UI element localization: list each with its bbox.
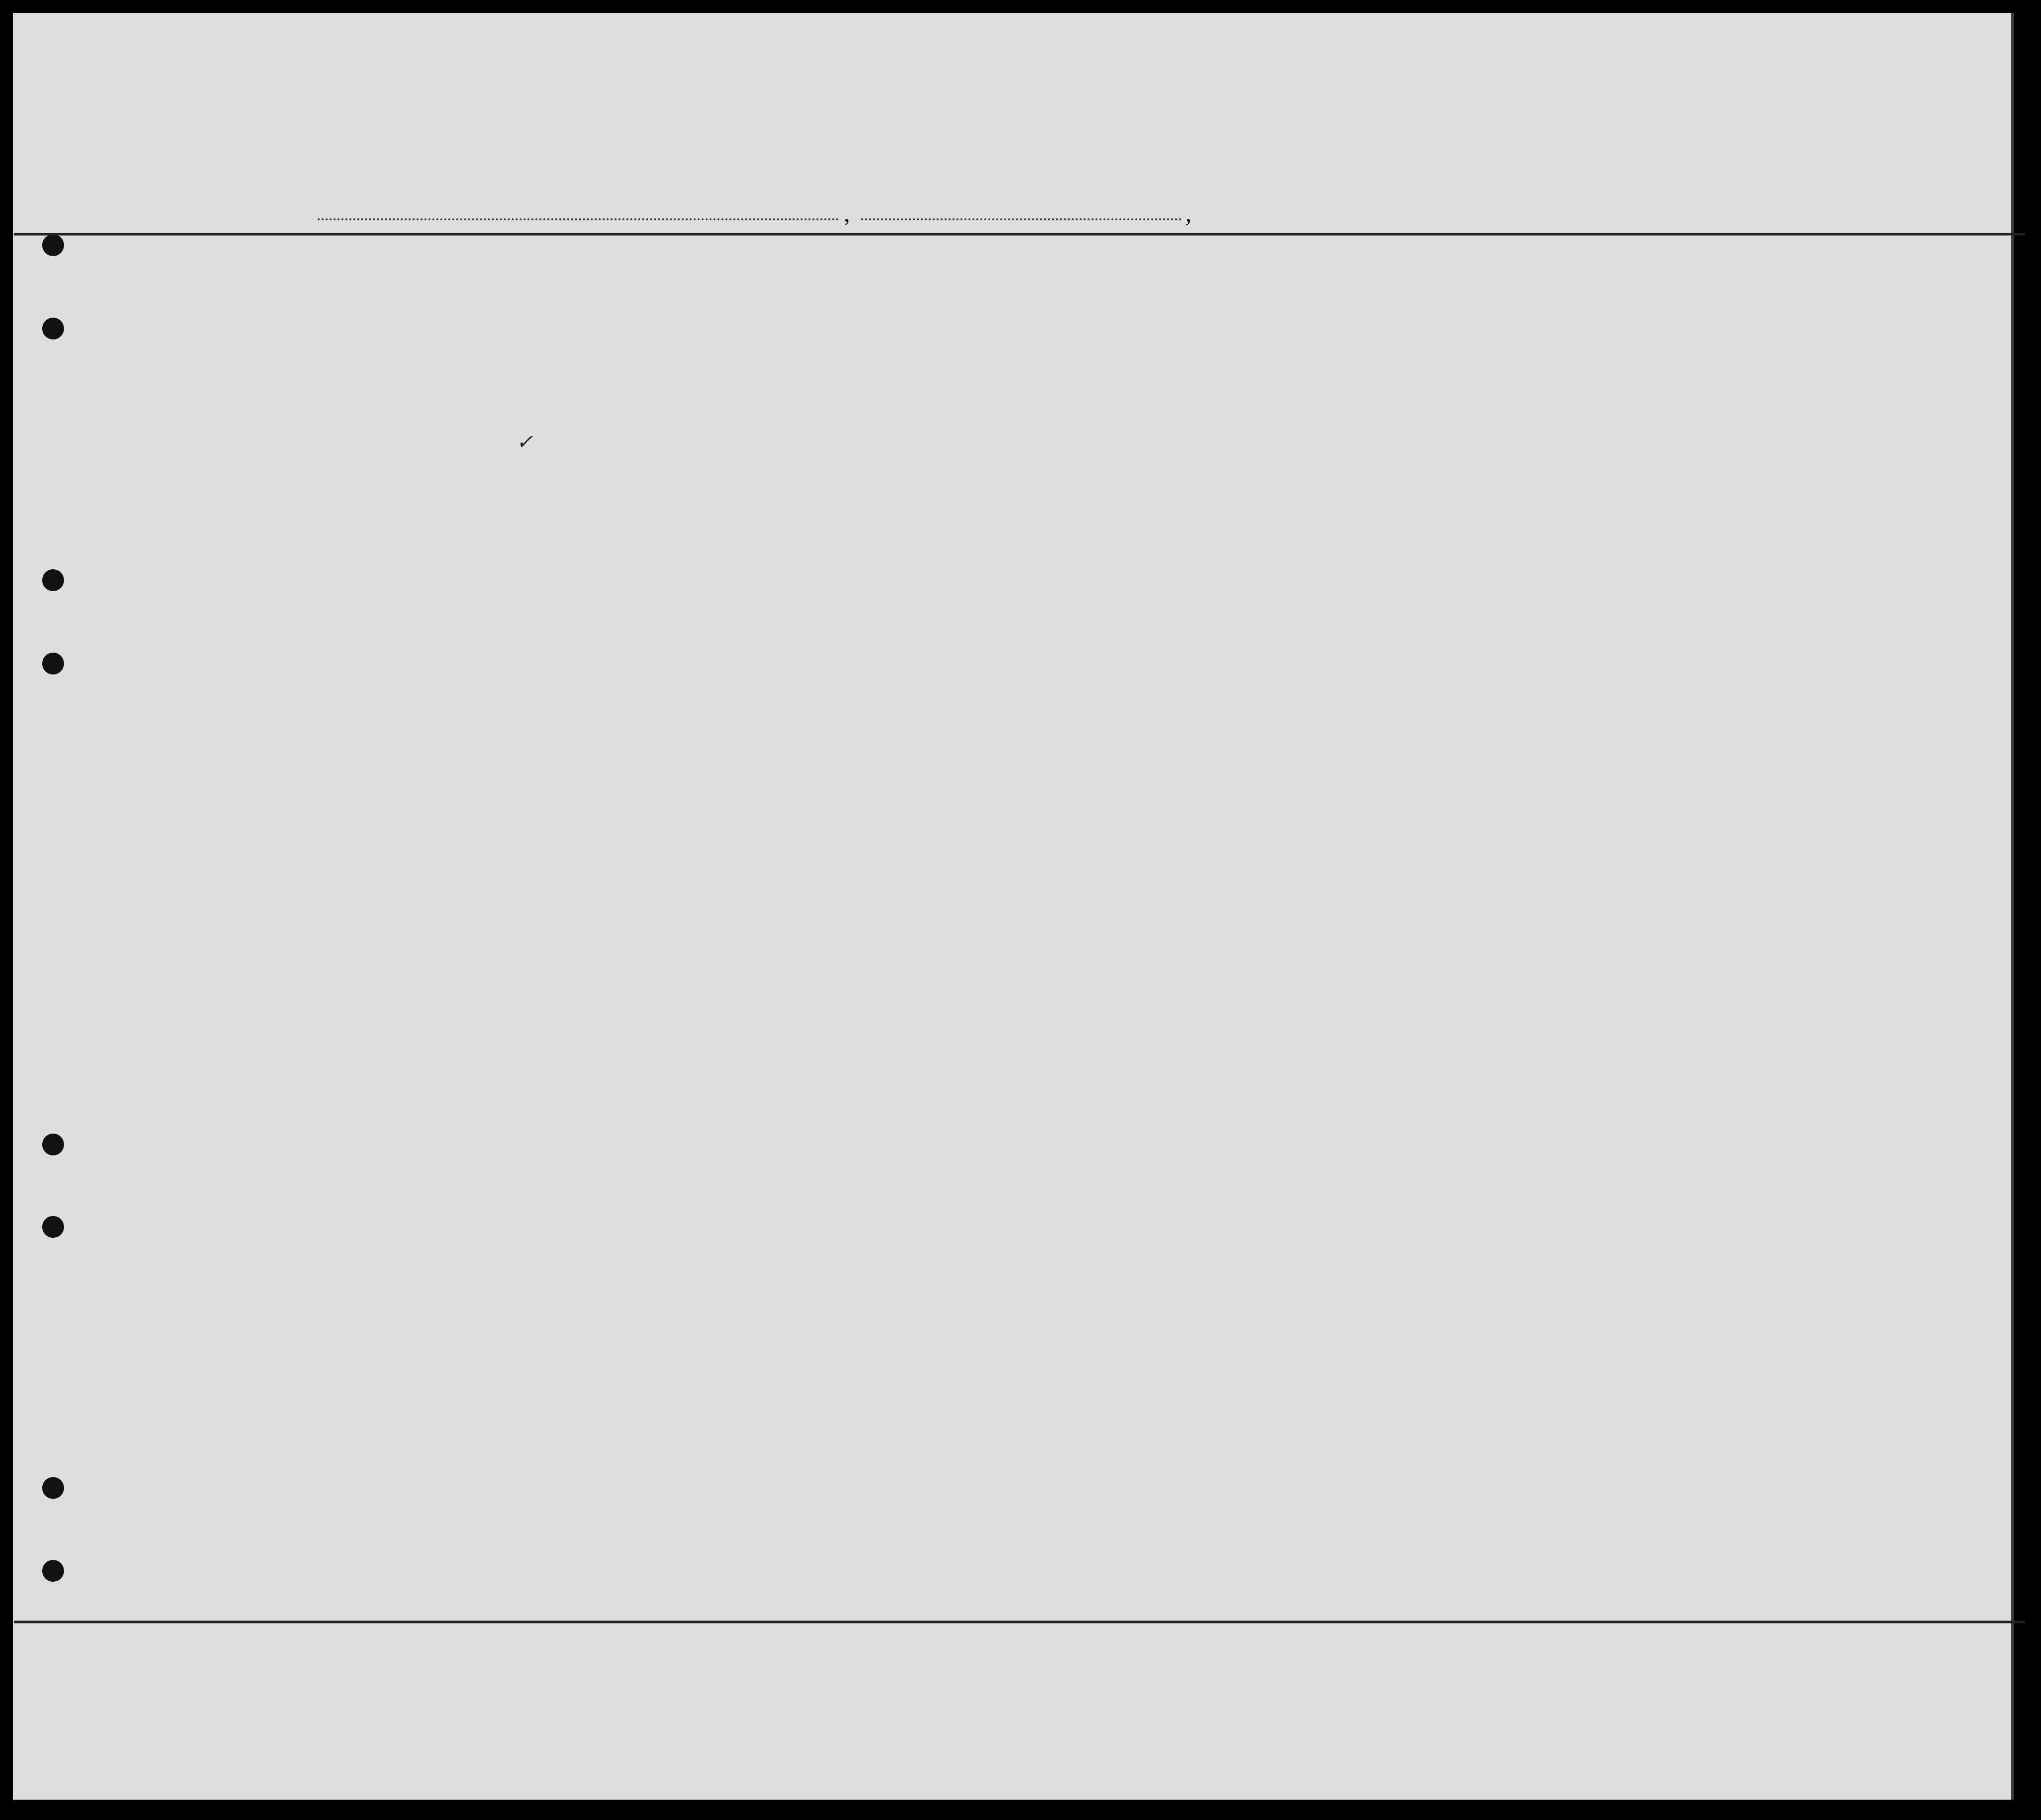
header-polygamist bbox=[1320, 283, 1336, 409]
header-purpose-length bbox=[1181, 295, 1201, 409]
header-purpose-return bbox=[1128, 295, 1167, 409]
header-money bbox=[696, 278, 724, 412]
city-checkmark: ✓ bbox=[516, 431, 533, 454]
header-inches bbox=[1654, 362, 1669, 402]
header-anarchist bbox=[1346, 283, 1362, 409]
header-overthrow bbox=[1366, 283, 1411, 409]
header-prison bbox=[1281, 283, 1310, 409]
header-ticket bbox=[570, 278, 598, 412]
manifest-page: , , ✓ bbox=[0, 0, 2041, 1820]
header-deported bbox=[1472, 283, 1492, 409]
header-purpose-citizen bbox=[1248, 295, 1273, 409]
header-offer bbox=[1421, 283, 1453, 409]
header-feet bbox=[1633, 367, 1648, 402]
